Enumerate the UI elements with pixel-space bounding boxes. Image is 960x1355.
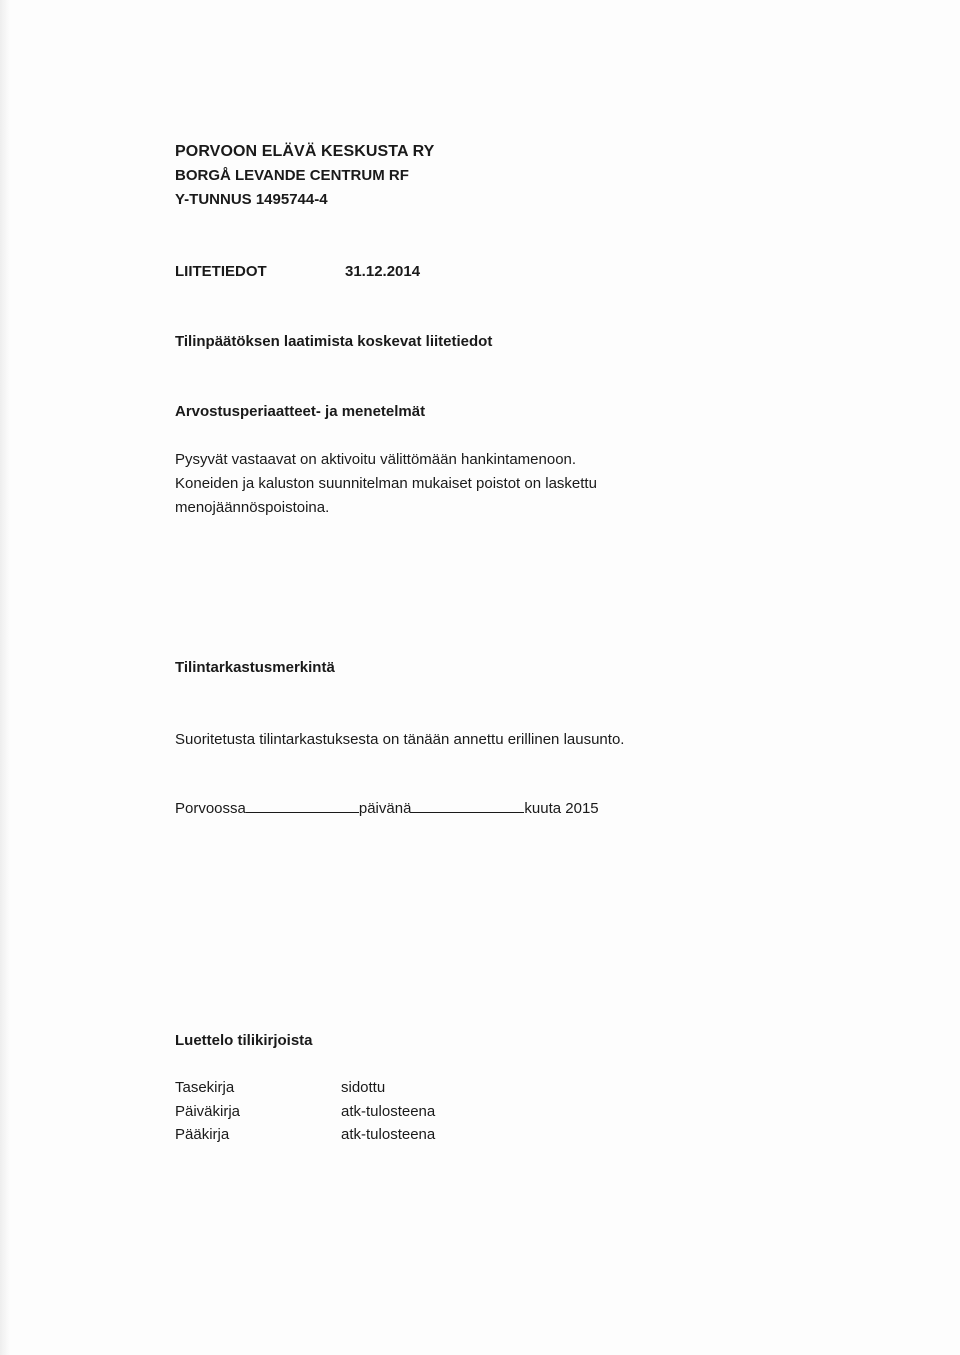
book-name: Pääkirja bbox=[175, 1126, 230, 1143]
day-blank bbox=[246, 798, 359, 813]
audit-statement: Suoritetusta tilintarkastuksesta on tänään annettu erillinen lausunto. bbox=[175, 731, 625, 748]
document-label: LIITETIEDOT bbox=[175, 263, 267, 280]
org-name-sv: BORGÅ LEVANDE CENTRUM RF bbox=[175, 167, 409, 184]
books-heading: Luettelo tilikirjoista bbox=[175, 1032, 313, 1049]
signature-place: Porvoossa bbox=[175, 800, 246, 817]
audit-heading: Tilintarkastusmerkintä bbox=[175, 659, 335, 676]
signature-line bbox=[175, 798, 599, 819]
book-type: atk-tulosteena bbox=[341, 1126, 436, 1143]
valuation-line: Pysyvät vastaavat on aktivoitu välittömään hankintamenoon. bbox=[175, 451, 577, 468]
valuation-line: Koneiden ja kaluston suunnitelman mukaiset poistot on laskettu bbox=[175, 475, 597, 492]
signature-day-label: päivänä bbox=[358, 800, 412, 817]
preparation-heading: Tilinpäätöksen laatimista koskevat liitetiedot bbox=[175, 333, 493, 350]
book-name: Tasekirja bbox=[175, 1079, 235, 1096]
signature-month-label: kuuta 2015 bbox=[524, 800, 599, 817]
scan-edge bbox=[0, 0, 10, 1355]
business-id: Y-TUNNUS 1495744-4 bbox=[175, 191, 328, 208]
book-type: sidottu bbox=[341, 1079, 386, 1096]
month-blank bbox=[411, 798, 524, 813]
document-date: 31.12.2014 bbox=[345, 263, 421, 280]
book-name: Päiväkirja bbox=[175, 1102, 241, 1120]
valuation-heading: Arvostusperiaatteet- ja menetelmät bbox=[175, 403, 426, 420]
book-type: atk-tulosteena bbox=[341, 1102, 436, 1120]
valuation-line: menojäännöspoistoina. bbox=[175, 499, 330, 516]
org-name-fi: PORVOON ELÄVÄ KESKUSTA RY bbox=[175, 143, 435, 160]
